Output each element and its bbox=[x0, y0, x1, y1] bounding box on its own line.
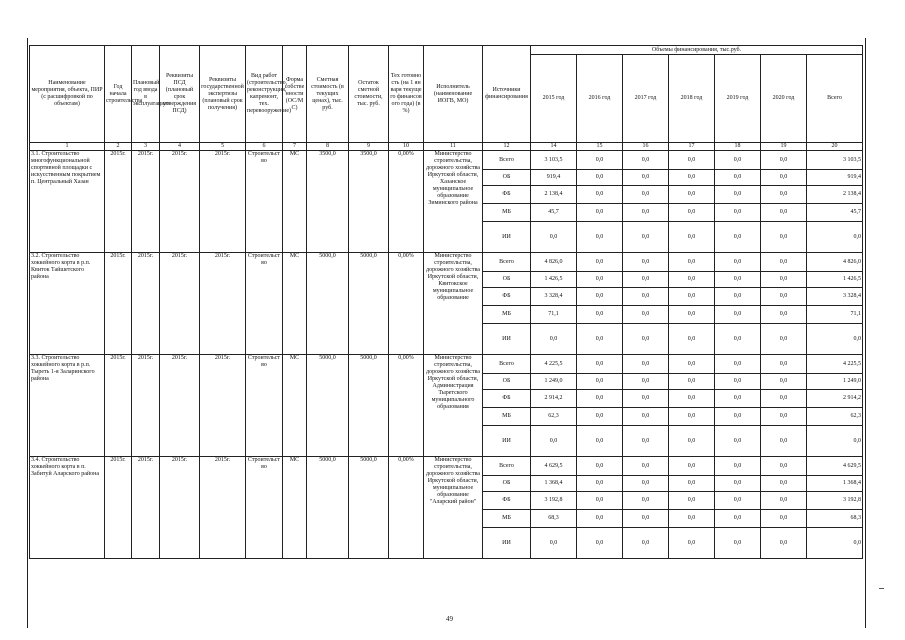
start-year: 2015г. bbox=[105, 253, 132, 355]
funding-value: 0,0 bbox=[669, 306, 715, 324]
funding-value: 0,0 bbox=[669, 374, 715, 390]
funding-value: 0,0 bbox=[761, 426, 807, 457]
funding-value: 0,0 bbox=[761, 222, 807, 253]
funding-value: 0,0 bbox=[761, 390, 807, 408]
column-number: 10 bbox=[389, 143, 424, 151]
funding-value: 0,0 bbox=[761, 510, 807, 528]
funding-value: 0,0 bbox=[715, 528, 761, 559]
funding-value: 0,0 bbox=[761, 288, 807, 306]
funding-value: 3 328,4 bbox=[807, 288, 863, 306]
funding-value: 0,0 bbox=[577, 408, 623, 426]
funding-value: 0,0 bbox=[669, 324, 715, 355]
col-sources-header: Источники финансирования bbox=[483, 46, 531, 143]
funding-value: 0,0 bbox=[577, 306, 623, 324]
column-number: 15 bbox=[577, 143, 623, 151]
funding-value: 0,0 bbox=[715, 426, 761, 457]
funding-value: 45,7 bbox=[531, 204, 577, 222]
funding-value: 2 914,2 bbox=[807, 390, 863, 408]
funding-value: 0,0 bbox=[715, 355, 761, 374]
executor-name: Министерство строительства, дорожного хозяйства Иркутской области, муниципальное образование "Аларский район" bbox=[424, 457, 483, 559]
column-number: 17 bbox=[669, 143, 715, 151]
object-name: 3.2. Строительство хоккейного корта в р.п. Квиток Тайшетского района bbox=[30, 253, 105, 355]
funding-value: 0,0 bbox=[715, 204, 761, 222]
executor-name: Министерство строительства, дорожного хозяйства Иркутской области, Квитокское муниципальное образование bbox=[424, 253, 483, 355]
funding-value: 3 103,5 bbox=[531, 151, 577, 170]
funding-value: 2 138,4 bbox=[807, 186, 863, 204]
table-row bbox=[30, 355, 863, 374]
funding-value: 0,0 bbox=[623, 510, 669, 528]
financing-table bbox=[29, 45, 863, 559]
funding-value: 0,0 bbox=[577, 204, 623, 222]
column-number: 3 bbox=[132, 143, 160, 151]
object-name: 3.3. Строительство хоккейного корта в р.п. Тыреть 1-я Заларинского района bbox=[30, 355, 105, 457]
funding-source: Всего bbox=[483, 253, 531, 272]
funding-source: Всего bbox=[483, 151, 531, 170]
funding-value: 0,0 bbox=[623, 457, 669, 476]
funding-value: 0,0 bbox=[669, 186, 715, 204]
funding-value: 0,0 bbox=[623, 186, 669, 204]
ownership: МС bbox=[283, 355, 307, 457]
funding-value: 0,0 bbox=[577, 528, 623, 559]
funding-source: ОБ bbox=[483, 476, 531, 492]
funding-value: 2 138,4 bbox=[531, 186, 577, 204]
remaining-value: 5000,0 bbox=[349, 457, 389, 559]
column-number: 9 bbox=[349, 143, 389, 151]
col-2018-header: 2018 год bbox=[669, 55, 715, 143]
funding-value: 62,3 bbox=[531, 408, 577, 426]
column-number: 12 bbox=[483, 143, 531, 151]
psd-date: 2015г. bbox=[160, 457, 200, 559]
funding-value: 0,0 bbox=[577, 253, 623, 272]
funding-value: 45,7 bbox=[807, 204, 863, 222]
expertise-date: 2015г. bbox=[200, 457, 246, 559]
funding-value: 3 192,8 bbox=[807, 492, 863, 510]
col-estimate-header: Сметная стоимость (в текущих ценах), тыс. руб. bbox=[307, 46, 349, 143]
funding-source: ОБ bbox=[483, 272, 531, 288]
funding-source: ОБ bbox=[483, 374, 531, 390]
work-type: Строительство bbox=[246, 457, 283, 559]
page-number: 49 bbox=[446, 615, 453, 623]
funding-value: 0,0 bbox=[577, 151, 623, 170]
funding-value: 919,4 bbox=[807, 170, 863, 186]
planned-year: 2015г. bbox=[132, 151, 160, 253]
funding-source: ОБ bbox=[483, 170, 531, 186]
expertise-date: 2015г. bbox=[200, 355, 246, 457]
funding-value: 0,0 bbox=[577, 374, 623, 390]
work-type: Строительство bbox=[246, 253, 283, 355]
funding-value: 0,0 bbox=[715, 390, 761, 408]
funding-value: 0,0 bbox=[623, 374, 669, 390]
funding-source: МБ bbox=[483, 510, 531, 528]
funding-value: 0,0 bbox=[623, 355, 669, 374]
funding-value: 0,0 bbox=[761, 476, 807, 492]
funding-value: 2 914,2 bbox=[531, 390, 577, 408]
funding-value: 0,0 bbox=[577, 476, 623, 492]
planned-year: 2015г. bbox=[132, 355, 160, 457]
funding-value: 0,0 bbox=[577, 170, 623, 186]
funding-value: 0,0 bbox=[715, 457, 761, 476]
funding-value: 0,0 bbox=[623, 492, 669, 510]
funding-value: 0,0 bbox=[669, 355, 715, 374]
funding-source: ИИ bbox=[483, 528, 531, 559]
funding-value: 0,0 bbox=[623, 288, 669, 306]
funding-value: 0,0 bbox=[623, 151, 669, 170]
column-number-row bbox=[30, 143, 863, 151]
column-number: 4 bbox=[160, 143, 200, 151]
col-2020-header: 2020 год bbox=[761, 55, 807, 143]
col-expertise-header: Реквизиты государственной экспертизы (плановый срок получения) bbox=[200, 46, 246, 143]
funding-value: 4 225,5 bbox=[807, 355, 863, 374]
funding-source: Всего bbox=[483, 355, 531, 374]
funding-source: ФБ bbox=[483, 186, 531, 204]
col-name-header: Наименование мероприятия, объекта, ПИР (с расшифровкой по объектам) bbox=[30, 46, 105, 143]
funding-value: 62,3 bbox=[807, 408, 863, 426]
funding-value: 0,0 bbox=[715, 186, 761, 204]
funding-value: 0,0 bbox=[577, 390, 623, 408]
col-2016-header: 2016 год bbox=[577, 55, 623, 143]
funding-value: 0,0 bbox=[577, 492, 623, 510]
remaining-value: 5000,0 bbox=[349, 355, 389, 457]
remaining-value: 5000,0 bbox=[349, 253, 389, 355]
work-type: Строительство bbox=[246, 151, 283, 253]
funding-source: МБ bbox=[483, 306, 531, 324]
funding-value: 0,0 bbox=[669, 476, 715, 492]
col-executor-header: Исполнитель (наименование ИОГВ, МО) bbox=[424, 46, 483, 143]
start-year: 2015г. bbox=[105, 355, 132, 457]
funding-value: 0,0 bbox=[807, 528, 863, 559]
funding-value: 0,0 bbox=[761, 306, 807, 324]
funding-value: 0,0 bbox=[623, 528, 669, 559]
funding-value: 71,1 bbox=[531, 306, 577, 324]
funding-value: 0,0 bbox=[761, 355, 807, 374]
expertise-date: 2015г. bbox=[200, 253, 246, 355]
col-2017-header: 2017 год bbox=[623, 55, 669, 143]
planned-year: 2015г. bbox=[132, 253, 160, 355]
funding-value: 0,0 bbox=[623, 426, 669, 457]
funding-value: 0,0 bbox=[669, 204, 715, 222]
col-planned-year-header: Плановый год ввода в эксплуатацию bbox=[132, 46, 160, 143]
funding-value: 0,0 bbox=[761, 204, 807, 222]
funding-value: 919,4 bbox=[531, 170, 577, 186]
estimate-value: 5000,0 bbox=[307, 457, 349, 559]
funding-value: 0,0 bbox=[577, 186, 623, 204]
funding-value: 0,0 bbox=[623, 408, 669, 426]
funding-value: 0,0 bbox=[715, 222, 761, 253]
funding-value: 4 826,0 bbox=[807, 253, 863, 272]
funding-value: 0,0 bbox=[577, 457, 623, 476]
column-number: 1 bbox=[30, 143, 105, 151]
funding-value: 0,0 bbox=[577, 426, 623, 457]
funding-value: 0,0 bbox=[531, 528, 577, 559]
funding-value: 0,0 bbox=[623, 272, 669, 288]
funding-value: 0,0 bbox=[669, 457, 715, 476]
funding-value: 68,3 bbox=[531, 510, 577, 528]
funding-value: 0,0 bbox=[623, 476, 669, 492]
funding-value: 0,0 bbox=[715, 288, 761, 306]
estimate-value: 3500,0 bbox=[307, 151, 349, 253]
funding-value: 0,0 bbox=[715, 151, 761, 170]
funding-value: 4 225,5 bbox=[531, 355, 577, 374]
start-year: 2015г. bbox=[105, 457, 132, 559]
funding-value: 0,0 bbox=[623, 204, 669, 222]
funding-value: 0,0 bbox=[623, 390, 669, 408]
funding-value: 0,0 bbox=[715, 492, 761, 510]
object-name: 3.1. Строительство многофункциональной спортивной площадки с искусственным покрытием п. Центральный Хазан bbox=[30, 151, 105, 253]
funding-value: 0,0 bbox=[807, 324, 863, 355]
table-row bbox=[30, 253, 863, 272]
funding-value: 0,0 bbox=[715, 170, 761, 186]
executor-name: Министерство строительства, дорожного хозяйства Иркутской области, Хазанское муниципальное образование Зиминского района bbox=[424, 151, 483, 253]
object-name: 3.4. Строительство хоккейного корта в п. Забитуй Аларского района bbox=[30, 457, 105, 559]
col-start-year-header: Год начала строительства bbox=[105, 46, 132, 143]
column-number: 2 bbox=[105, 143, 132, 151]
col-psd-header: Реквизиты ПСД (плановый срок утверждения ПСД) bbox=[160, 46, 200, 143]
col-readiness-header: Тех готовность (на 1 января текущего финансового года) (в %) bbox=[389, 46, 424, 143]
funding-value: 4 826,0 bbox=[531, 253, 577, 272]
estimate-value: 5000,0 bbox=[307, 253, 349, 355]
funding-value: 0,0 bbox=[623, 170, 669, 186]
funding-value: 3 192,8 bbox=[531, 492, 577, 510]
col-ownership-header: Форма собственности (ОС/МС) bbox=[283, 46, 307, 143]
funding-value: 0,0 bbox=[715, 408, 761, 426]
funding-value: 0,0 bbox=[761, 528, 807, 559]
expertise-date: 2015г. bbox=[200, 151, 246, 253]
funding-value: 0,0 bbox=[715, 510, 761, 528]
column-number: 8 bbox=[307, 143, 349, 151]
funding-value: 0,0 bbox=[669, 288, 715, 306]
funding-value: 0,0 bbox=[669, 390, 715, 408]
funding-value: 0,0 bbox=[669, 272, 715, 288]
funding-value: 0,0 bbox=[577, 272, 623, 288]
col-work-type-header: Вид работ (строительство, реконструкция, капремонт, тех. перевооружение) bbox=[246, 46, 283, 143]
col-2019-header: 2019 год bbox=[715, 55, 761, 143]
estimate-value: 5000,0 bbox=[307, 355, 349, 457]
funding-source: ИИ bbox=[483, 426, 531, 457]
funding-value: 0,0 bbox=[577, 324, 623, 355]
table-row bbox=[30, 151, 863, 170]
funding-value: 0,0 bbox=[669, 170, 715, 186]
funding-value: 0,0 bbox=[761, 324, 807, 355]
remaining-value: 3500,0 bbox=[349, 151, 389, 253]
column-number: 5 bbox=[200, 143, 246, 151]
funding-value: 0,0 bbox=[669, 528, 715, 559]
funding-value: 4 629,5 bbox=[531, 457, 577, 476]
funding-value: 0,0 bbox=[623, 306, 669, 324]
funding-source: МБ bbox=[483, 408, 531, 426]
funding-value: 0,0 bbox=[669, 426, 715, 457]
funding-source: Всего bbox=[483, 457, 531, 476]
funding-value: 0,0 bbox=[761, 272, 807, 288]
funding-value: 0,0 bbox=[577, 222, 623, 253]
funding-value: 0,0 bbox=[761, 253, 807, 272]
psd-date: 2015г. bbox=[160, 355, 200, 457]
funding-value: 4 629,5 bbox=[807, 457, 863, 476]
funding-value: 1 368,4 bbox=[531, 476, 577, 492]
funding-value: 0,0 bbox=[715, 374, 761, 390]
funding-value: 3 103,5 bbox=[807, 151, 863, 170]
funding-value: 0,0 bbox=[715, 324, 761, 355]
column-number: 7 bbox=[283, 143, 307, 151]
funding-value: 0,0 bbox=[715, 253, 761, 272]
column-number: 6 bbox=[246, 143, 283, 151]
funding-value: 0,0 bbox=[669, 222, 715, 253]
funding-value: 0,0 bbox=[577, 510, 623, 528]
page-mark bbox=[879, 588, 884, 589]
ownership: МС bbox=[283, 457, 307, 559]
funding-value: 0,0 bbox=[531, 324, 577, 355]
funding-value: 0,0 bbox=[669, 492, 715, 510]
funding-source: ФБ bbox=[483, 492, 531, 510]
table-row bbox=[30, 457, 863, 476]
column-number: 16 bbox=[623, 143, 669, 151]
funding-value: 0,0 bbox=[715, 272, 761, 288]
funding-value: 0,0 bbox=[715, 306, 761, 324]
funding-value: 0,0 bbox=[577, 355, 623, 374]
funding-value: 0,0 bbox=[669, 151, 715, 170]
funding-value: 0,0 bbox=[807, 426, 863, 457]
column-number: 14 bbox=[531, 143, 577, 151]
funding-value: 0,0 bbox=[761, 170, 807, 186]
col-2015-header: 2015 год bbox=[531, 55, 577, 143]
funding-value: 0,0 bbox=[761, 457, 807, 476]
funding-value: 0,0 bbox=[761, 408, 807, 426]
funding-source: ФБ bbox=[483, 288, 531, 306]
col-remaining-header: Остаток сметной стоимости, тыс. руб. bbox=[349, 46, 389, 143]
funding-value: 0,0 bbox=[807, 222, 863, 253]
funding-source: ИИ bbox=[483, 222, 531, 253]
funding-value: 1 426,5 bbox=[531, 272, 577, 288]
funding-value: 1 249,0 bbox=[531, 374, 577, 390]
column-number: 20 bbox=[807, 143, 863, 151]
funding-value: 1 426,5 bbox=[807, 272, 863, 288]
funding-value: 71,1 bbox=[807, 306, 863, 324]
funding-source: ФБ bbox=[483, 390, 531, 408]
planned-year: 2015г. bbox=[132, 457, 160, 559]
funding-value: 0,0 bbox=[761, 186, 807, 204]
readiness-value: 0,00% bbox=[389, 457, 424, 559]
funding-value: 0,0 bbox=[531, 222, 577, 253]
ownership: МС bbox=[283, 151, 307, 253]
psd-date: 2015г. bbox=[160, 253, 200, 355]
funding-value: 0,0 bbox=[531, 426, 577, 457]
funding-value: 0,0 bbox=[761, 374, 807, 390]
column-number: 18 bbox=[715, 143, 761, 151]
funding-value: 0,0 bbox=[577, 288, 623, 306]
funding-value: 0,0 bbox=[623, 222, 669, 253]
col-total-header: Всего bbox=[807, 55, 863, 143]
work-type: Строительство bbox=[246, 355, 283, 457]
psd-date: 2015г. bbox=[160, 151, 200, 253]
funding-source: МБ bbox=[483, 204, 531, 222]
funding-value: 0,0 bbox=[623, 324, 669, 355]
funding-value: 1 368,4 bbox=[807, 476, 863, 492]
start-year: 2015г. bbox=[105, 151, 132, 253]
col-volumes-header: Объемы финансирования, тыс.руб. bbox=[531, 46, 863, 55]
funding-value: 1 249,0 bbox=[807, 374, 863, 390]
readiness-value: 0,00% bbox=[389, 355, 424, 457]
funding-value: 0,0 bbox=[761, 151, 807, 170]
funding-value: 0,0 bbox=[761, 492, 807, 510]
column-number: 11 bbox=[424, 143, 483, 151]
readiness-value: 0,00% bbox=[389, 151, 424, 253]
funding-value: 0,0 bbox=[715, 476, 761, 492]
funding-value: 0,0 bbox=[669, 253, 715, 272]
funding-value: 3 328,4 bbox=[531, 288, 577, 306]
funding-value: 0,0 bbox=[623, 253, 669, 272]
column-number: 19 bbox=[761, 143, 807, 151]
funding-value: 0,0 bbox=[669, 408, 715, 426]
funding-source: ИИ bbox=[483, 324, 531, 355]
funding-value: 68,3 bbox=[807, 510, 863, 528]
funding-value: 0,0 bbox=[669, 510, 715, 528]
readiness-value: 0,00% bbox=[389, 253, 424, 355]
ownership: МС bbox=[283, 253, 307, 355]
executor-name: Министерство строительства, дорожного хозяйства Иркутской области, Администрация Тыретского муниципального образования bbox=[424, 355, 483, 457]
